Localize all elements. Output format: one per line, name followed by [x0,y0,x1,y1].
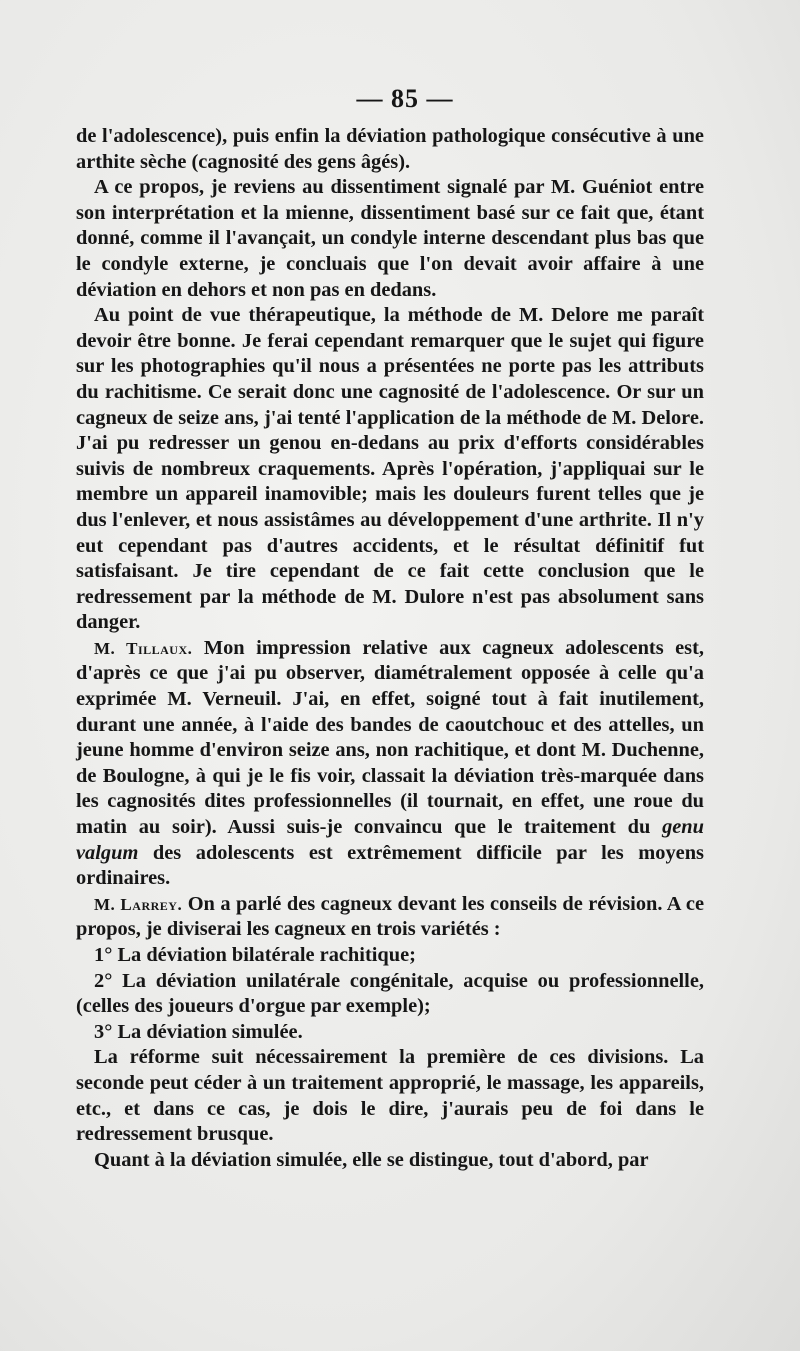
paragraph-tillaux [76,636,704,892]
paragraph: A ce propos, je reviens au dissentiment signalé par M. Guéniot entre son interprétation et la mienne, dissentiment basé sur ce fait que, étant donné, comme il l'avançait, un condyle interne descendant plus bas que le condyle externe, je concluais que l'on devait avoir affaire à une déviation en dehors et non pas en dedans. [76,176,704,301]
page-number: — 85 — [356,84,454,113]
paragraph-larrey [76,892,704,943]
italic-term: genu valgum [76,816,704,864]
list-item: 1° La déviation bilatérale rachitique; [94,944,416,966]
list-item: 2° La déviation unilatérale congénitale, acquise ou professionnelle, (celles des joueurs d'orgue par exemple); [76,969,704,1018]
paragraph: La réforme suit nécessairement la première de ces divisions. La seconde peut céder à un traitement approprié, le massage, les appareils, etc., et dans ce cas, je dois le dire, j'aurais peu de foi dans le redressement brusque. [76,1046,704,1146]
paragraph-text: On a parlé des cagneux devant les conseils de révision. A ce propos, je diviserai les cagneux en trois variétés : [76,892,704,941]
speaker-name: M. Larrey. [94,894,183,914]
paragraph-text: Mon impression relative aux cagneux adolescents est, d'après ce que j'ai pu observer, diamétralement opposée à celle qu'a exprimée M. Verneuil. J'ai, en effet, soigné tout à fait inutilement, durant une année, à l'aide des bandes de caoutchouc et des attelles, un jeune homme d'environ seize ans, non rachitique, et dont M. Duchenne, de Boulogne, à qui je le fis voir, classait la déviation très-marquée dans les cagnosités dites professionnelles (il tournait, en effet, une roue du matin au soir). Aussi suis-je convaincu que le traitement du [76,636,704,839]
list-item: 3° La déviation simulée. [94,1020,303,1043]
paragraph: Au point de vue thérapeutique, la méthode de M. Delore me paraît devoir être bonne. Je ferai cependant remarquer que le sujet qui figure sur les photographies qu'il nous a présentées ne porte pas les attributs du rachitisme. Ce serait donc une cagnosité de l'adolescence. Or sur un cagneux de seize ans, j'ai tenté l'application de la méthode de M. Delore. J'ai pu redresser un genou en-dedans au prix d'efforts considérables suivis de nombreux craquements. Après l'opération, j'appliquai sur le membre un appareil inamovible; mais les douleurs furent telles que je dus l'enlever, et nous assistâmes au développement d'une arthrite. Il n'y eut cependant pas d'autres accidents, et le résultat définitif fut satisfaisant. Je tire cependant de ce fait cette conclusion que le redressement par la méthode de M. Dulore n'est pas absolument sans danger. [76,304,704,634]
speaker-name: M. Tillaux. [94,638,193,658]
paragraph: Quant à la déviation simulée, elle se distingue, tout d'abord, par [94,1148,649,1171]
body-text [76,124,704,1173]
paragraph: de l'adolescence), puis enfin la déviation pathologique consécutive à une arthite sèche (cagnosité des gens âgés). [76,125,704,173]
paragraph-text: des adolescents est extrêmement difficile par les moyens ordinaires. [76,841,704,890]
